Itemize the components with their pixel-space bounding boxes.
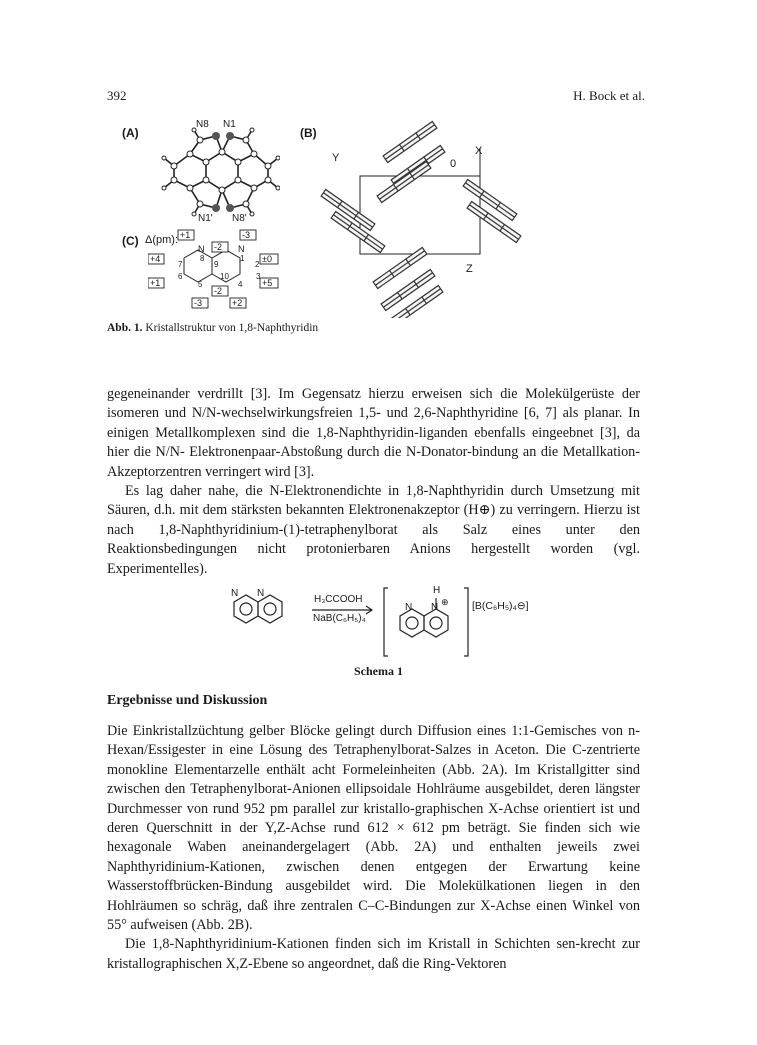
paragraph-group-1 — [107, 385, 640, 579]
panel-a-molecule — [160, 118, 280, 230]
running-head: H. Bock et al. — [573, 88, 645, 103]
delta-value: +5 — [262, 278, 273, 288]
delta-value: -2 — [214, 242, 223, 252]
delta-value: -2 — [214, 286, 223, 296]
product-charge: ⊕ — [441, 597, 449, 607]
paragraph: gegeneinander verdrillt [3]. Im Gegensatz hierzu erweisen sich die Molekülgerüste der isomeren und N/N-wechselwirkungsfreien 1,5- und 2,6-Naphthyridine [6, 7] als planar. In einigen Metallkomplexen sind die 1,8-Naphthyridin-liganden ebenfalls eingeebnet [3], da hier die N/N- Elektronenpaar-Abstoßung durch die N-Donator-bindung an die Metallkation-Akzeptorzentren verringert wird [3]. — [107, 386, 640, 480]
atom-n1: N1 — [223, 119, 236, 130]
atom-n1-prime: N1' — [198, 213, 213, 224]
counter-ion: [B(C₆H₅)₄⊖] — [472, 600, 529, 612]
ring-number: 5 — [198, 280, 203, 289]
atom-n8: N8 — [196, 119, 209, 130]
delta-value: -3 — [194, 298, 203, 308]
ring-number: 3 — [256, 272, 261, 281]
axis-x: X — [475, 145, 483, 157]
ring-number: 2 — [255, 260, 260, 269]
page-number: 392 — [107, 88, 127, 103]
ring-number: 4 — [238, 280, 243, 289]
delta-value: +2 — [232, 298, 243, 308]
delta-value: ±0 — [262, 254, 272, 264]
ring-number: 7 — [178, 260, 183, 269]
figure-caption — [107, 322, 318, 334]
product-atom-n: N — [431, 602, 439, 613]
panel-c-label: (C) — [122, 234, 139, 248]
delta-value: +4 — [150, 254, 161, 264]
product-hydrogen: H — [433, 585, 441, 596]
reagent-bottom: NaB(C₆H₅)₄ — [313, 613, 366, 624]
scheme-label: Schema 1 — [354, 664, 403, 678]
paragraph-group-2 — [107, 722, 640, 974]
delta-value: +1 — [150, 278, 161, 288]
section-heading: Ergebnisse und Diskussion — [107, 693, 268, 708]
axis-y: Y — [332, 152, 340, 164]
ring-number: 1 — [240, 254, 245, 263]
ring-number: 9 — [214, 260, 219, 269]
axis-origin: 0 — [450, 158, 457, 170]
ring-atom-n: N — [198, 244, 205, 254]
ring-number: 10 — [220, 272, 229, 281]
delta-label: Δ(pm): — [145, 234, 179, 246]
atom-n8-prime: N8' — [232, 213, 247, 224]
reactant-atom-n: N — [257, 588, 265, 599]
ring-number: 6 — [178, 272, 183, 281]
delta-value: -3 — [242, 230, 251, 240]
reaction-scheme — [220, 582, 560, 662]
product-atom-n: N — [405, 602, 413, 613]
caption-prefix: Abb. 1. — [107, 322, 143, 334]
delta-value: +1 — [180, 230, 191, 240]
panel-c-ring-diagram — [148, 228, 293, 312]
paragraph: Die 1,8-Naphthyridinium-Kationen finden sich im Kristall in Schichten sen-krecht zur kristallographischen X,Z-Ebene so angeordnet, daß die Ring-Vektoren — [107, 936, 640, 972]
caption-text: Kristallstruktur von 1,8-Naphthyridin — [145, 322, 319, 334]
ring-number: 8 — [200, 254, 205, 263]
panel-b-packing — [318, 118, 523, 318]
panel-a-label: (A) — [122, 126, 139, 140]
ring-atom-n: N — [238, 244, 245, 254]
paragraph: Die Einkristallzüchtung gelber Blöcke gelingt durch Diffusion eines 1:1-Gemisches von n-Hexan/Essigester in eine Lösung des Tetraphenylborat-Salzes in Aceton. Die C-zentrierte monokline Elementarzelle enthält acht Formeleinheiten (Abb. 2A). Im Kristallgitter sind zwischen den Tetraphenylborat-Anionen ellipsoidale Hohlräume ausgebildet, deren längster Durchmesser von rund 952 pm parallel zur kristallo-graphischen X-Achse orientiert ist und deren Querschnitt in der Y,Z-Achse rund 612 × 612 pm beträgt. Sie finden sich wie hexagonale Waben aneinandergelagert (Abb. 2A) und enthalten jeweils zwei Naphthyridinium-Kationen, zwischen denen entgegen der Erwartung keine Wasserstoffbrücken-Bindung ausgebildet wird. Die Molekülkationen liegen in den Hohlräumen so schräg, daß ihre zentralen C–C-Bindungen zur X-Achse einen Winkel von 55° aufweisen (Abb. 2B). — [107, 723, 640, 934]
reactant-atom-n: N — [231, 588, 239, 599]
paragraph: Es lag daher nahe, die N-Elektronendichte in 1,8-Naphthyridin durch Umsetzung mit Säuren, d.h. mit dem stärksten bekannten Elektronenakzeptor (H⊕) zu verringern. Hierzu ist nach 1,8-Naphthyridinium-(1)-tetraphenylborat als Salz eines unter den Reaktionsbedingungen nicht protonierbaren Anions hergestellt worden (vgl. Experimentelles). — [107, 483, 640, 577]
panel-b-label: (B) — [300, 126, 317, 140]
reagent-top: H₃CCOOH — [314, 594, 363, 605]
axis-z: Z — [466, 263, 473, 275]
